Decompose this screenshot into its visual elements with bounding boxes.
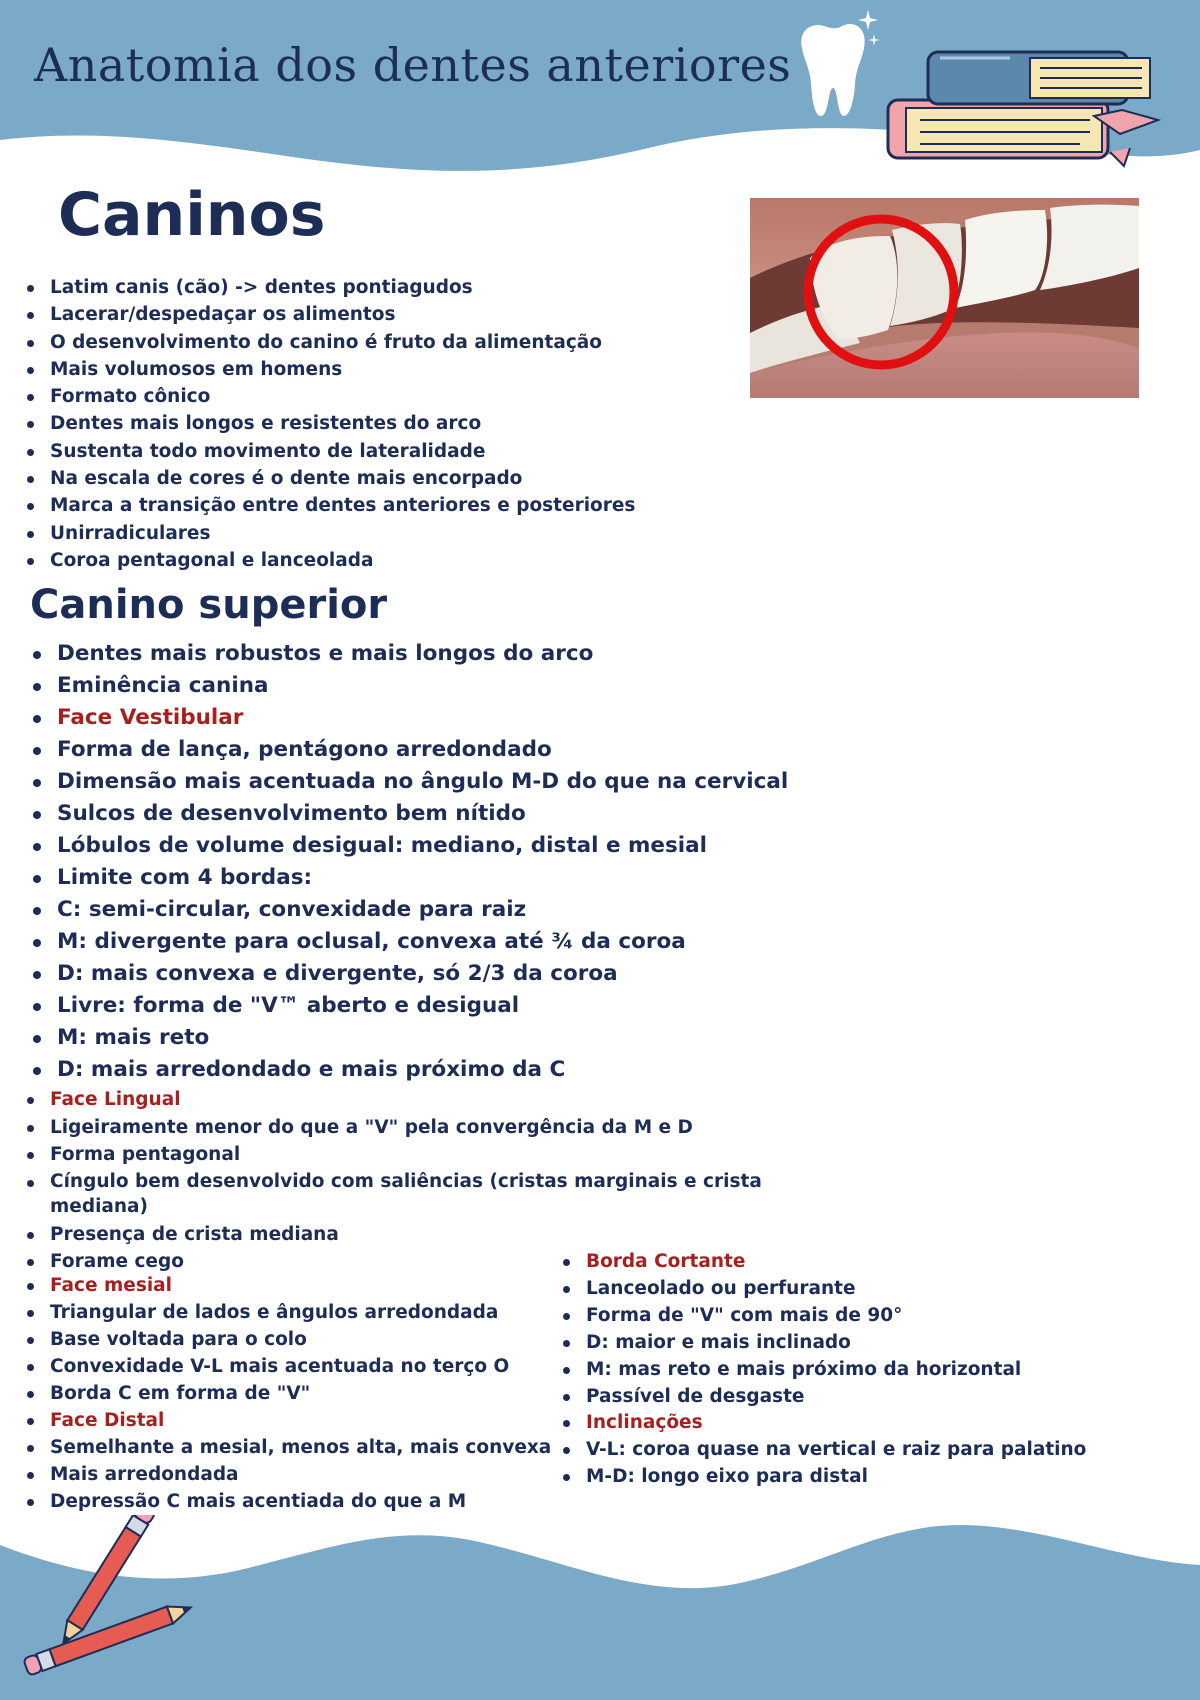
subheading-face-lingual: Face Lingual [22,1086,780,1114]
list-item: Limite com 4 bordas: [28,862,788,894]
list-item: Formato cônico [22,383,635,410]
list-item: Dentes mais longos e resistentes do arco [22,410,635,437]
pencils-icon [20,1515,210,1685]
list-item: D: maior e mais inclinado [558,1329,1021,1356]
list-item: Semelhante a mesial, menos alta, mais convexa [22,1434,551,1461]
canine-photo [750,198,1139,398]
list-item: Sulcos de desenvolvimento bem nítido [28,798,788,830]
list-item: M: mas reto e mais próximo da horizontal [558,1356,1021,1383]
sparkle-icon [858,10,878,30]
list-item: D: mais arredondado e mais próximo da C [28,1054,788,1086]
list-item: Latim canis (cão) -> dentes pontiagudos [22,274,635,301]
list-item: Forame cego [22,1248,780,1276]
list-item: Lóbulos de volume desigual: mediano, distal e mesial [28,830,788,862]
list-item: D: mais convexa e divergente, só 2/3 da coroa [28,958,788,990]
list-item: M: divergente para oclusal, convexa até ¾ da coroa [28,926,788,958]
list-item: Mais volumosos em homens [22,356,635,383]
inclinacoes-list [558,1409,1086,1490]
subheading-face-mesial: Face mesial [22,1272,551,1299]
list-item: Ligeiramente menor do que a "V" pela convergência da M e D [22,1114,780,1142]
subheading-borda-cortante: Borda Cortante [558,1248,1021,1275]
tooth-icon [790,8,880,128]
list-item: Dimensão mais acentuada no ângulo M-D do que na cervical [28,766,788,798]
subheading-inclinacoes: Inclinações [558,1409,1086,1436]
list-item: Forma de "V" com mais de 90° [558,1302,1021,1329]
list-item: Lanceolado ou perfurante [558,1275,1021,1302]
list-item: Unirradiculares [22,520,635,547]
list-item: Forma pentagonal [22,1141,780,1169]
borda-cortante-list [558,1248,1021,1410]
list-item: Base voltada para o colo [22,1326,551,1353]
list-item: Presença de crista mediana [22,1221,780,1249]
page-title: Anatomia dos dentes anteriores [34,38,792,92]
list-item: C: semi-circular, convexidade para raiz [28,894,788,926]
list-item: Lacerar/despedaçar os alimentos [22,301,635,328]
section-title-caninos: Caninos [58,180,326,250]
list-item: Convexidade V-L mais acentuada no terço O [22,1353,551,1380]
list-item: M: mais reto [28,1022,788,1054]
list-item: Triangular de lados e ângulos arredondada [22,1299,551,1326]
list-item: Depressão C mais acentiada do que a M [22,1488,551,1515]
list-item: Na escala de cores é o dente mais encorpado [22,465,635,492]
books-icon [880,28,1170,168]
caninos-list [22,274,635,574]
list-item: Forma de lança, pentágono arredondado [28,734,788,766]
list-item: Mais arredondada [22,1461,551,1488]
list-item: Eminência canina [28,670,788,702]
face-mesial-distal-list [22,1272,551,1515]
list-item: M-D: longo eixo para distal [558,1463,1086,1490]
list-item: O desenvolvimento do canino é fruto da alimentação [22,329,635,356]
list-item: Passível de desgaste [558,1383,1021,1410]
section-title-canino-superior: Canino superior [30,582,388,628]
list-item: Sustenta todo movimento de lateralidade [22,438,635,465]
list-item: Coroa pentagonal e lanceolada [22,547,635,574]
list-item: Borda C em forma de "V" [22,1380,551,1407]
list-item: V-L: coroa quase na vertical e raiz para palatino [558,1436,1086,1463]
subheading-face-distal: Face Distal [22,1407,551,1434]
list-item: Livre: forma de "V™ aberto e desigual [28,990,788,1022]
subheading-face-vestibular: Face Vestibular [28,702,788,734]
list-item: Marca a transição entre dentes anteriores e posteriores [22,492,635,519]
canino-superior-list [28,638,788,1086]
list-item: Cíngulo bem desenvolvido com saliências (cristas marginais e crista mediana) [22,1169,780,1221]
list-item: Dentes mais robustos e mais longos do arco [28,638,788,670]
